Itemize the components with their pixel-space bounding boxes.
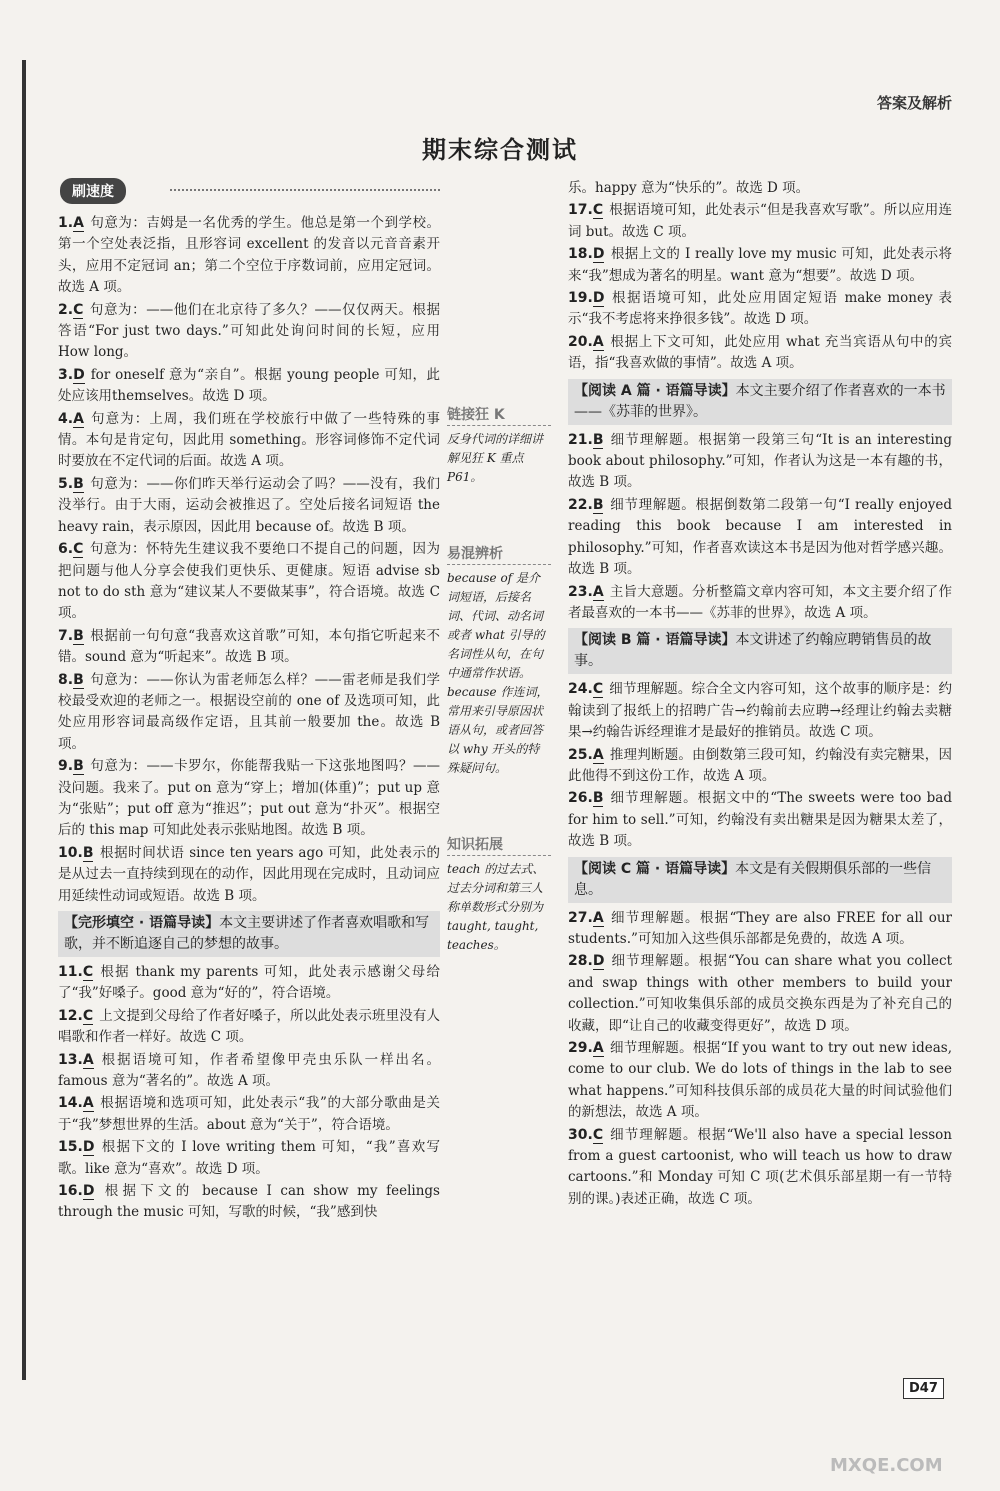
answer-item [568,1038,952,1124]
item-number: 13.A [58,1051,94,1068]
item-answer: A [592,746,604,763]
answer-item [568,1125,952,1211]
item-explanation: 句意为：怀特先生建议我不要绝口不提自己的问题，因为把问题与他人分享会使我们更快乐、更健康。短语 advise sb not to do sth 意为“建议某人不要做某事”，符合语境。故选 C 项。 [58,541,440,622]
section-text: 本文主要介绍了作者喜欢的一本书——《苏菲的世界》。 [574,382,946,420]
item-answer: A [592,909,604,926]
item-number: 14.A [58,1095,94,1112]
item-answer: A [82,1095,94,1112]
item-explanation: 句意为：——你认为雷老师怎么样？——雷老师是我们学校最受欢迎的老师之一。根据设空前的 one of 及选项可知，此处应用形容词最高级作定语，且其前一般要加 the。故选 B 项。 [58,671,440,752]
item-explanation: 细节理解题。根据“They are also FREE for all our students.”可知加入这些俱乐部都是免费的，故选 A 项。 [568,909,952,947]
item-answer: B [73,627,84,644]
page-number: D47 [903,1378,944,1399]
answer-item [568,788,952,852]
item-answer: B [73,671,84,688]
item-answer: D [592,290,605,307]
item-number: 9.B [58,758,84,775]
item-number: 1.A [58,215,84,231]
item-answer: C [82,964,94,980]
item-number: 17.C [568,202,604,219]
margin-note [447,836,551,955]
item-number: 23.A [568,583,604,600]
binding-bar [22,60,26,1380]
item-answer: B [73,475,84,492]
item-number: 12.C [58,1007,94,1024]
item-answer: C [73,541,84,558]
item-explanation: 根据 thank my parents 可知，此处表示感谢父母给了“我”好嗓子。good 意为“好的”，符合语境。 [58,964,440,1002]
item-number: 4.A [58,410,84,427]
answer-item [568,288,952,331]
answer-item [568,951,952,1037]
item-explanation: 根据上下文可知，此处应用 what 充当宾语从句中的宾语，指“我喜欢做的事情”。故选 A 项。 [568,333,952,372]
item-explanation: 根据上文的 I really love my music 可知，此处表示将来“我”想成为著名的明星。want 意为“想要”。故选 D 项。 [568,246,952,284]
answer-item [568,430,952,494]
item-answer: A [592,333,604,350]
item-number: 18.D [568,246,605,263]
item-number: 21.B [568,431,604,448]
answer-item [58,962,440,1005]
answer-item [568,332,952,375]
section-reading-c [568,857,952,903]
answer-item [58,539,440,625]
item-explanation: 根据前一句句意“我喜欢这首歌”可知，本句指它听起来不错。sound 意为“听起来”。故选 B 项。 [58,627,440,666]
item-number: 20.A [568,333,604,350]
item-number: 2.C [58,301,84,318]
item-answer: D [592,246,605,263]
answer-item [568,745,952,788]
answer-item [58,1181,440,1224]
item-answer: B [73,758,84,775]
margin-note [447,406,551,487]
section-label: 【阅读 C 篇 · 语篇导读】 [574,860,736,877]
item-answer: A [73,215,84,231]
item-answer: A [592,583,604,600]
section-text: 本文主要讲述了作者喜欢唱歌和写歌，并不断追逐自己的梦想的故事。 [64,915,430,952]
item-explanation: 细节理解题。根据文中的“The sweets were too bad for him to sell.”可知，约翰没有卖出糖果是因为糖果太差了，故选 B 项。 [568,790,952,850]
margin-note-head: 易混辨析 [447,545,551,565]
item-number: 26.B [568,790,604,807]
item-number: 29.A [568,1040,604,1056]
margin-note-text: because of 是介词短语，后接名词、代词、动名词或者 what 引导的名词性从句，在句中通常作状语。because 作连词，常用来引导原因状语从句，或者回答以 why 开头的特殊疑问句。 [447,571,549,775]
item-explanation: 根据语境可知，此处应用固定短语 make money 表示“我不考虑将来挣很多钱”。故选 D 项。 [568,290,952,328]
answer-item [568,679,952,743]
item-number: 5.B [58,475,84,492]
margin-note [447,545,551,778]
item-number: 25.A [568,746,604,763]
section-cloze-intro [58,911,440,957]
item-answer: C [592,681,604,698]
item-explanation: 主旨大意题。分析整篇文章内容可知，本文主要介绍了作者最喜欢的一本书——《苏菲的世界》，故选 A 项。 [568,583,952,621]
item-explanation: 根据语境可知，作者希望像甲壳虫乐队一样出名。famous 意为“著名的”。故选 A 项。 [58,1051,440,1090]
item-explanation: 句意为：——你们昨天举行运动会了吗？——没有，我们没举行。由于大雨，运动会被推迟了。空处后接名词短语 the heavy rain，表示原因，因此用 because of。故选 B 项。 [58,475,440,535]
item-explanation: 句意为：——卡罗尔，你能帮我贴一下这张地图吗？——没问题。我来了。put on 意为“穿上；增加(体重)”；put up 意为“张贴”；put off 意为“推迟”；put out 意为“扑灭”。根据空后的 this map 可知此处表示张贴地图。故选 B 项。 [58,758,440,839]
item-explanation: 细节理解题。根据第一段第三句“It is an interesting book about philosophy.”可知，作者认为这是一本有趣的书，故选 B 项。 [568,431,952,491]
dotted-divider [170,189,440,191]
item-number: 6.C [58,541,84,558]
item-number: 11.C [58,964,94,980]
margin-note-head: 知识拓展 [447,836,551,856]
answer-item [568,582,952,625]
item-explanation: 句意为：上周，我们班在学校旅行中做了一些特殊的事情。本句是肯定句，因此用 something。形容词修饰不定代词时要放在不定代词的后面。故选 A 项。 [58,410,440,470]
item-number: 3.D [58,366,85,383]
answer-item [58,300,440,364]
answer-item [58,1006,440,1049]
item-number: 24.C [568,681,604,698]
item-explanation: 根据语境和选项可知，此处表示“我”的大部分歌曲是关于“我”梦想世界的生活。about 意为“关于”，符合语境。 [58,1095,440,1133]
section-text: 本文是有关假期俱乐部的一些信息。 [574,860,932,898]
item-number: 8.B [58,671,84,688]
item-explanation: 推理判断题。由倒数第三段可知，约翰没有卖完糖果，因此他得不到这份工作，故选 A 项。 [568,746,952,784]
answer-item [568,244,952,287]
section-label: 【完形填空 · 语篇导读】 [64,915,220,931]
item-number: 7.B [58,627,84,644]
item-explanation: 根据下文的 I love writing them 可知，“我”喜欢写歌。like 意为“喜欢”。故选 D 项。 [58,1139,440,1177]
page-title: 期末综合测试 [422,136,578,164]
section-reading-b [568,628,952,674]
item-explanation: 句意为：——他们在北京待了多久？——仅仅两天。根据答语“For just two days.”可知此处询问时间的长短，应用 How long。 [58,301,440,361]
item-answer: B [592,790,604,807]
margin-notes [447,400,551,1013]
answer-item [58,213,440,299]
item-answer: A [73,410,84,427]
answer-item [568,200,952,243]
item-explanation: for oneself 意为“亲自”。根据 young people 可知，此处应该用themselves。故选 D 项。 [58,366,440,405]
item-answer: B [592,431,604,448]
answer-item [58,1093,440,1136]
right-column [568,178,952,1211]
answer-item [58,843,440,907]
continued-text: 乐。happy 意为“快乐的”。故选 D 项。 [568,180,810,196]
item-answer: A [82,1051,94,1068]
answer-item [58,365,440,408]
item-number: 28.D [568,953,605,970]
answer-item [58,670,440,756]
item-explanation: 细节理解题。根据倒数第二段第一句“I really enjoyed reading this book because I am interested in philosophy.”可知，作者喜欢读这本书是因为他对哲学感兴趣。故选 B 项。 [568,496,952,578]
item-number: 27.A [568,909,604,926]
section-badge: 刷速度 [60,178,126,204]
item-answer: B [592,496,604,513]
watermark-logo: MXQE.COM [830,1455,943,1476]
item-answer: D [82,1139,95,1156]
item-answer: D [592,953,605,970]
answer-item [58,474,440,538]
item-number: 10.B [58,844,94,861]
margin-note-head: 链接狂 K [447,406,551,426]
margin-note-text: teach 的过去式、过去分词和第三人称单数形式分别为 taught, taught, teaches。 [447,862,545,952]
section-reading-a [568,379,952,425]
item-explanation: 句意为：吉姆是一名优秀的学生。他总是第一个到学校。第一个空处表泛指，且形容词 excellent 的发音以元音音素开头，应用不定冠词 an；第二个空位于序数词前，应用定冠词。故选 A 项。 [58,215,440,296]
item-number: 16.D [58,1183,95,1200]
item-explanation: 根据时间状语 since ten years ago 可知，此处表示的是从过去一直持续到现在的动作，因此用现在完成时，且动词应用延续性动词或短语。故选 B 项。 [58,844,440,904]
item-explanation: 根据语境可知，此处表示“但是我喜欢写歌”。所以应用连词 but。故选 C 项。 [568,202,952,240]
item-answer: B [82,844,94,861]
item-number: 22.B [568,496,604,513]
left-column [58,213,440,1225]
item-number: 19.D [568,290,605,307]
item-answer: D [73,366,85,383]
item-answer: A [592,1040,604,1056]
answer-item [568,495,952,581]
item-answer: D [82,1183,95,1200]
answer-item [58,756,440,842]
item-explanation: 细节理解题。根据“You can share what you collect and swap things with other members to build your collection.”可知收集俱乐部的成员交换东西是为了补充自己的收藏，即“让自己的收藏变得更好”，故选 D 项。 [568,953,952,1034]
section-label: 【阅读 A 篇 · 语篇导读】 [574,382,736,399]
running-header: 答案及解析 [876,94,952,112]
item-explanation: 细节理解题。根据“We'll also have a special lesson from a guest cartoonist, who will teach us how to draw cartoons.”和 Monday 可知 C 项(艺术俱乐部星期一有一节特别的课。)表述正确，故选 C 项。 [568,1126,952,1207]
item-answer: C [592,1126,604,1143]
item-number: 15.D [58,1139,95,1156]
section-label: 【阅读 B 篇 · 语篇导读】 [574,632,736,649]
answer-item [58,409,440,473]
margin-note-text: 反身代词的详细讲解见狂 K 重点 P61。 [447,432,544,484]
answer-item [58,1137,440,1180]
item-explanation: 根据下文的 because I can show my feelings through the music 可知，写歌的时候，“我”感到快 [58,1183,440,1221]
answer-item [58,626,440,669]
item-answer: C [73,301,84,318]
answer-item [568,908,952,951]
item-explanation: 上文提到父母给了作者好嗓子，所以此处表示班里没有人唱歌和作者一样好。故选 C 项。 [58,1007,440,1046]
item-answer: C [592,202,604,219]
item-number: 30.C [568,1126,604,1143]
item-explanation: 细节理解题。根据“If you want to try out new ideas, come to our club. We do lots of things in the lab to see what happens.”可知科技俱乐部的成员花大量的时间试验他们的新想法，故选 A 项。 [568,1040,952,1121]
item-answer: C [82,1007,94,1024]
item-explanation: 细节理解题。综合全文内容可知，这个故事的顺序是：约翰读到了报纸上的招聘广告→约翰前去应聘→经理让约翰去卖糖果→约翰告诉经理谁才是最好的推销员。故选 C 项。 [568,681,952,741]
section-text: 本文讲述了约翰应聘销售员的故事。 [574,632,932,670]
answer-item [58,1050,440,1093]
